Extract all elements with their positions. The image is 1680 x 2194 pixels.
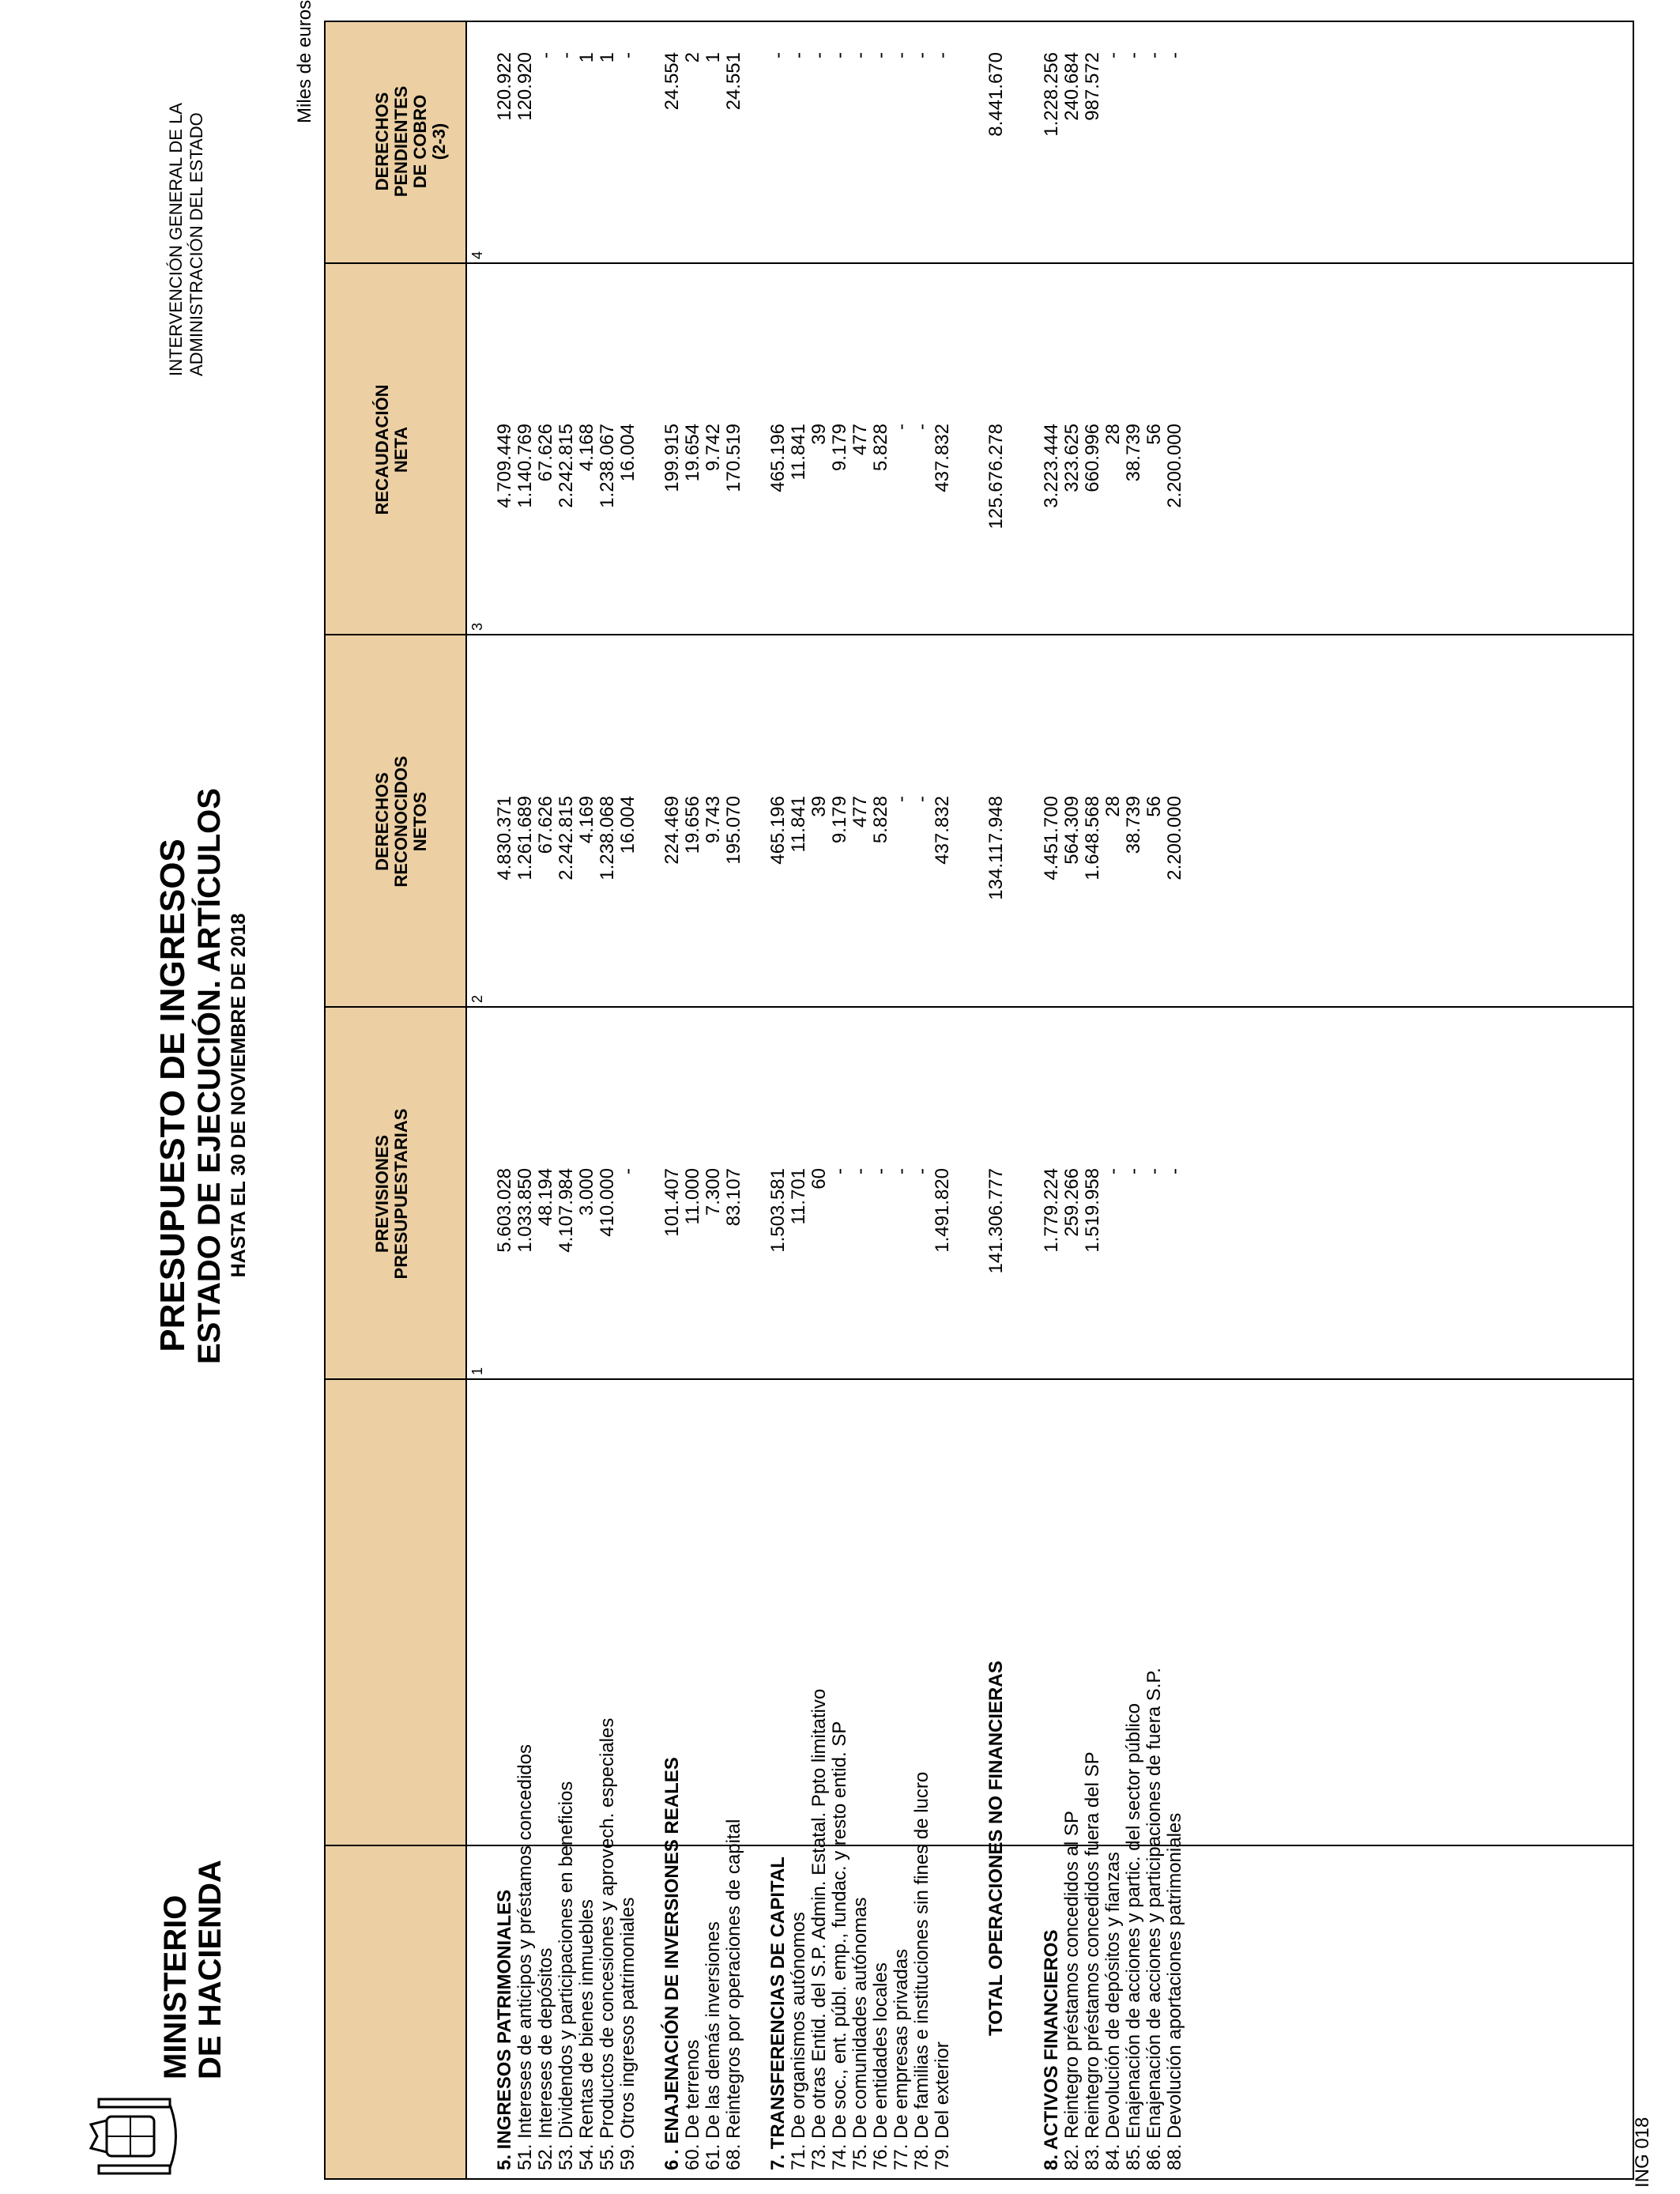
row-label: 52. Intereses de depósitos — [535, 1947, 556, 2170]
cell-value: 195.070 — [723, 796, 744, 865]
cell-value: 1.261.689 — [514, 796, 536, 880]
cell-value: 9.179 — [829, 424, 850, 472]
cell-value: - — [1123, 1168, 1144, 1174]
cell-value: 120.922 — [494, 52, 515, 121]
intervencion-general — [166, 103, 207, 376]
cell-value: - — [1102, 52, 1124, 58]
cell-value: 11.000 — [682, 1168, 703, 1225]
column-header-line: (2-3) — [429, 123, 449, 160]
cell-value: 5.828 — [870, 424, 891, 472]
cell-value: - — [911, 424, 932, 430]
row-label: 76. De entidades locales — [870, 1962, 891, 2170]
cell-value: - — [808, 52, 830, 58]
cell-value: - — [617, 1168, 638, 1174]
ministry-line-1: MINISTERIO — [158, 1894, 193, 2079]
cell-value: 1.238.067 — [597, 424, 618, 508]
cell-value: 1.228.256 — [1041, 52, 1062, 137]
row-label: 75. De comunidades autónomas — [849, 1897, 871, 2170]
cell-value: 11.841 — [788, 796, 809, 853]
row-label: 85. Enajenación de acciones y partic. del sector público — [1123, 1702, 1144, 2170]
column-divider — [326, 634, 1633, 635]
cell-value: 56 — [1143, 424, 1165, 445]
cell-value: 38.739 — [1123, 424, 1144, 482]
cell-value: 437.832 — [932, 424, 953, 492]
cell-value: 4.709.449 — [494, 424, 515, 508]
cell-value: 125.676.278 — [985, 424, 1007, 530]
cell-value: 11.701 — [788, 1168, 809, 1225]
row-label: 77. De empresas privadas — [891, 1948, 912, 2170]
column-header-line: RECAUDACIÓN — [372, 384, 392, 515]
cell-value: 1.238.068 — [597, 796, 618, 880]
cell-value: 3.000 — [576, 1168, 597, 1216]
cell-value: - — [911, 796, 932, 802]
row-label: 73. De otras Entid. del S.P. Admin. Estatal. Ppto limitativo — [808, 1688, 830, 2170]
cell-value: - — [617, 52, 638, 58]
cell-value: 1.503.581 — [767, 1168, 789, 1253]
cell-value: 2.242.815 — [556, 424, 577, 508]
row-label: 78. De familias e instituciones sin fines de lucro — [911, 1771, 932, 2170]
cell-value: - — [932, 52, 953, 58]
row-label: 60. De terrenos — [682, 2039, 703, 2170]
cell-value: - — [829, 52, 850, 58]
cell-value: 7.300 — [703, 1168, 724, 1216]
cell-value: 24.554 — [661, 52, 683, 111]
cell-value: 5.603.028 — [494, 1168, 515, 1253]
cell-value: 9.179 — [829, 796, 850, 844]
column-header-line: PRESUPUESTARIAS — [391, 1108, 411, 1280]
column-header-2 — [373, 635, 430, 1008]
column-header-line: RECONOCIDOS — [391, 756, 411, 888]
column-header-3 — [373, 264, 411, 635]
cell-value: - — [911, 1168, 932, 1174]
column-divider — [326, 262, 1633, 264]
cell-value: - — [1164, 1168, 1185, 1174]
column-header-line: PENDIENTES — [391, 85, 411, 198]
cell-value: 4.168 — [576, 424, 597, 472]
column-header-4 — [373, 19, 449, 264]
column-header-line: DE COBRO — [410, 94, 430, 189]
cell-value: 48.194 — [535, 1168, 556, 1227]
cell-value: - — [891, 52, 912, 58]
row-label: 71. De organismos autónomos — [788, 1912, 809, 2170]
row-label: 59. Otros ingresos patrimoniales — [617, 1897, 638, 2170]
cell-value: 4.169 — [576, 796, 597, 844]
cell-value: 437.832 — [932, 796, 953, 865]
cell-value: 141.306.777 — [985, 1168, 1007, 1274]
cell-value: - — [891, 424, 912, 430]
cell-value: 1.779.224 — [1041, 1168, 1062, 1253]
cell-value: - — [788, 52, 809, 58]
row-label: 55. Productos de concesiones y aprovech. especiales — [597, 1717, 618, 2170]
cell-value: 660.996 — [1082, 424, 1103, 492]
column-header-line: PREVISIONES — [372, 1134, 392, 1253]
row-label: 8. ACTIVOS FINANCIEROS — [1041, 1929, 1062, 2170]
cell-value: 3.223.444 — [1041, 424, 1062, 508]
cell-value: 4.451.700 — [1041, 796, 1062, 880]
cell-value: - — [1164, 52, 1185, 58]
cell-value: 19.656 — [682, 796, 703, 854]
cell-value: 240.684 — [1061, 52, 1083, 121]
title-line-3: HASTA EL 30 DE NOVIEMBRE DE 2018 — [228, 913, 250, 1278]
row-label: 79. Del exterior — [932, 2041, 953, 2170]
cell-value: 1.519.958 — [1082, 1168, 1103, 1253]
cell-value: 323.625 — [1061, 424, 1083, 492]
cell-value: - — [891, 1168, 912, 1174]
cell-value: - — [1143, 52, 1165, 58]
cell-value: 1.140.769 — [514, 424, 536, 508]
cell-value: - — [870, 52, 891, 58]
cell-value: 39 — [808, 424, 830, 445]
cell-value: 1 — [597, 52, 618, 63]
column-header-line: NETA — [391, 426, 411, 473]
cell-value: - — [1123, 52, 1144, 58]
cell-value: - — [849, 1168, 871, 1174]
cell-value: - — [911, 52, 932, 58]
cell-value: 28 — [1102, 424, 1124, 445]
form-code: ING 018 — [1632, 2117, 1653, 2188]
coat-of-arms-icon — [75, 2093, 186, 2180]
column-header-line: DERECHOS — [372, 92, 392, 191]
title-line-2: ESTADO DE EJECUCIÓN. ARTÍCULOS — [192, 788, 227, 1364]
cell-value: 1.648.568 — [1082, 796, 1103, 880]
cell-value: 9.742 — [703, 424, 724, 472]
row-label: 86. Enajenación de acciones y participaciones de fuera S.P. — [1143, 1668, 1165, 2170]
row-label: 61. De las demás inversiones — [703, 1921, 724, 2170]
row-label: 7. TRANSFERENCIAS DE CAPITAL — [767, 1857, 789, 2170]
cell-value: - — [1143, 1168, 1165, 1174]
cell-value: 1.491.820 — [932, 1168, 953, 1253]
cell-value: 56 — [1143, 796, 1165, 817]
row-label: 5. INGRESOS PATRIMONIALES — [494, 1889, 515, 2170]
cell-value: - — [556, 52, 577, 58]
row-label: 83. Reintegro préstamos concedidos fuera del SP — [1082, 1751, 1103, 2170]
cell-value: 477 — [849, 796, 871, 828]
ministry-line-2: DE HACIENDA — [193, 1860, 228, 2079]
budget-table — [324, 21, 1634, 2180]
ministry-name — [158, 1860, 228, 2079]
row-label: 6 . ENAJENACIÓN DE INVERSIONES REALES — [661, 1757, 683, 2170]
cell-value: 1 — [703, 52, 724, 63]
cell-value: 67.626 — [535, 796, 556, 854]
cell-value: 477 — [849, 424, 871, 456]
cell-value: 564.309 — [1061, 796, 1083, 865]
cell-value: 19.654 — [682, 424, 703, 482]
cell-value: 16.004 — [617, 796, 638, 854]
cell-value: 259.266 — [1061, 1168, 1083, 1237]
intervencion-line-1: INTERVENCIÓN GENERAL DE LA — [166, 103, 186, 376]
row-label: 68. Reintegros por operaciones de capital — [723, 1819, 744, 2170]
column-number: 3 — [469, 622, 485, 631]
cell-value: - — [849, 52, 871, 58]
cell-value: 28 — [1102, 796, 1124, 817]
row-label: 88. Devolución aportaciones patrimoniales — [1164, 1812, 1185, 2170]
column-number: 2 — [469, 994, 485, 1003]
row-label: 54. Rentas de bienes inmuebles — [576, 1899, 597, 2170]
column-number: 1 — [469, 1367, 485, 1375]
cell-value: 224.469 — [661, 796, 683, 865]
cell-value: 134.117.948 — [985, 796, 1007, 900]
cell-value: 120.920 — [514, 52, 536, 121]
cell-value: - — [870, 1168, 891, 1174]
cell-value: 11.841 — [788, 424, 809, 481]
cell-value: - — [1102, 1168, 1124, 1174]
cell-value: 987.572 — [1082, 52, 1103, 121]
cell-value: 4.830.371 — [494, 796, 515, 880]
cell-value: 170.519 — [723, 424, 744, 492]
cell-value: 1.033.850 — [514, 1168, 536, 1253]
column-divider — [326, 1378, 1633, 1380]
cell-value: - — [891, 796, 912, 802]
cell-value: 2.242.815 — [556, 796, 577, 880]
cell-value: - — [829, 1168, 850, 1174]
column-divider — [326, 1006, 1633, 1008]
cell-value: 24.551 — [723, 52, 744, 111]
row-label: 74. De soc., ent. públ. emp., fundac. y resto entid. SP — [829, 1721, 850, 2170]
cell-value: 60 — [808, 1168, 830, 1189]
units-label: Miles de euros — [294, 0, 315, 123]
cell-value: - — [767, 52, 789, 58]
cell-value: 67.626 — [535, 424, 556, 482]
cell-value: 4.107.984 — [556, 1168, 577, 1253]
column-header-line: NETOS — [410, 791, 430, 852]
row-label: 84. Devolución de depósitos y fianzas — [1102, 1852, 1124, 2170]
row-label: TOTAL OPERACIONES NO FINANCIERAS — [985, 1661, 1007, 2036]
intervencion-line-2: ADMINISTRACIÓN DEL ESTADO — [186, 112, 206, 376]
row-label: 51. Intereses de anticipos y préstamos concedidos — [514, 1744, 536, 2170]
cell-value: 38.739 — [1123, 796, 1144, 854]
cell-value: 2.200.000 — [1164, 796, 1185, 880]
cell-value: 465.196 — [767, 796, 789, 865]
cell-value: 2 — [682, 52, 703, 63]
column-number: 4 — [469, 251, 485, 259]
cell-value: 410.000 — [597, 1168, 618, 1237]
cell-value: 8.441.670 — [985, 52, 1007, 137]
cell-value: 2.200.000 — [1164, 424, 1185, 508]
cell-value: 16.004 — [617, 424, 638, 482]
row-label: 82. Reintegro préstamos concedidos al SP — [1061, 1811, 1083, 2170]
cell-value: 5.828 — [870, 796, 891, 844]
cell-value: 83.107 — [723, 1168, 744, 1227]
title-line-1: PRESUPUESTO DE INGRESOS — [153, 839, 192, 1352]
report-title — [153, 788, 250, 1364]
column-header-line: DERECHOS — [372, 772, 392, 871]
cell-value: 39 — [808, 796, 830, 817]
cell-value: 1 — [576, 52, 597, 63]
cell-value: 465.196 — [767, 424, 789, 492]
row-label: 53. Dividendos y participaciones en beneficios — [556, 1781, 577, 2170]
cell-value: - — [535, 52, 556, 58]
cell-value: 199.915 — [661, 424, 683, 492]
column-header-1 — [373, 1008, 411, 1380]
cell-value: 9.743 — [703, 796, 724, 844]
cell-value: 101.407 — [661, 1168, 683, 1237]
